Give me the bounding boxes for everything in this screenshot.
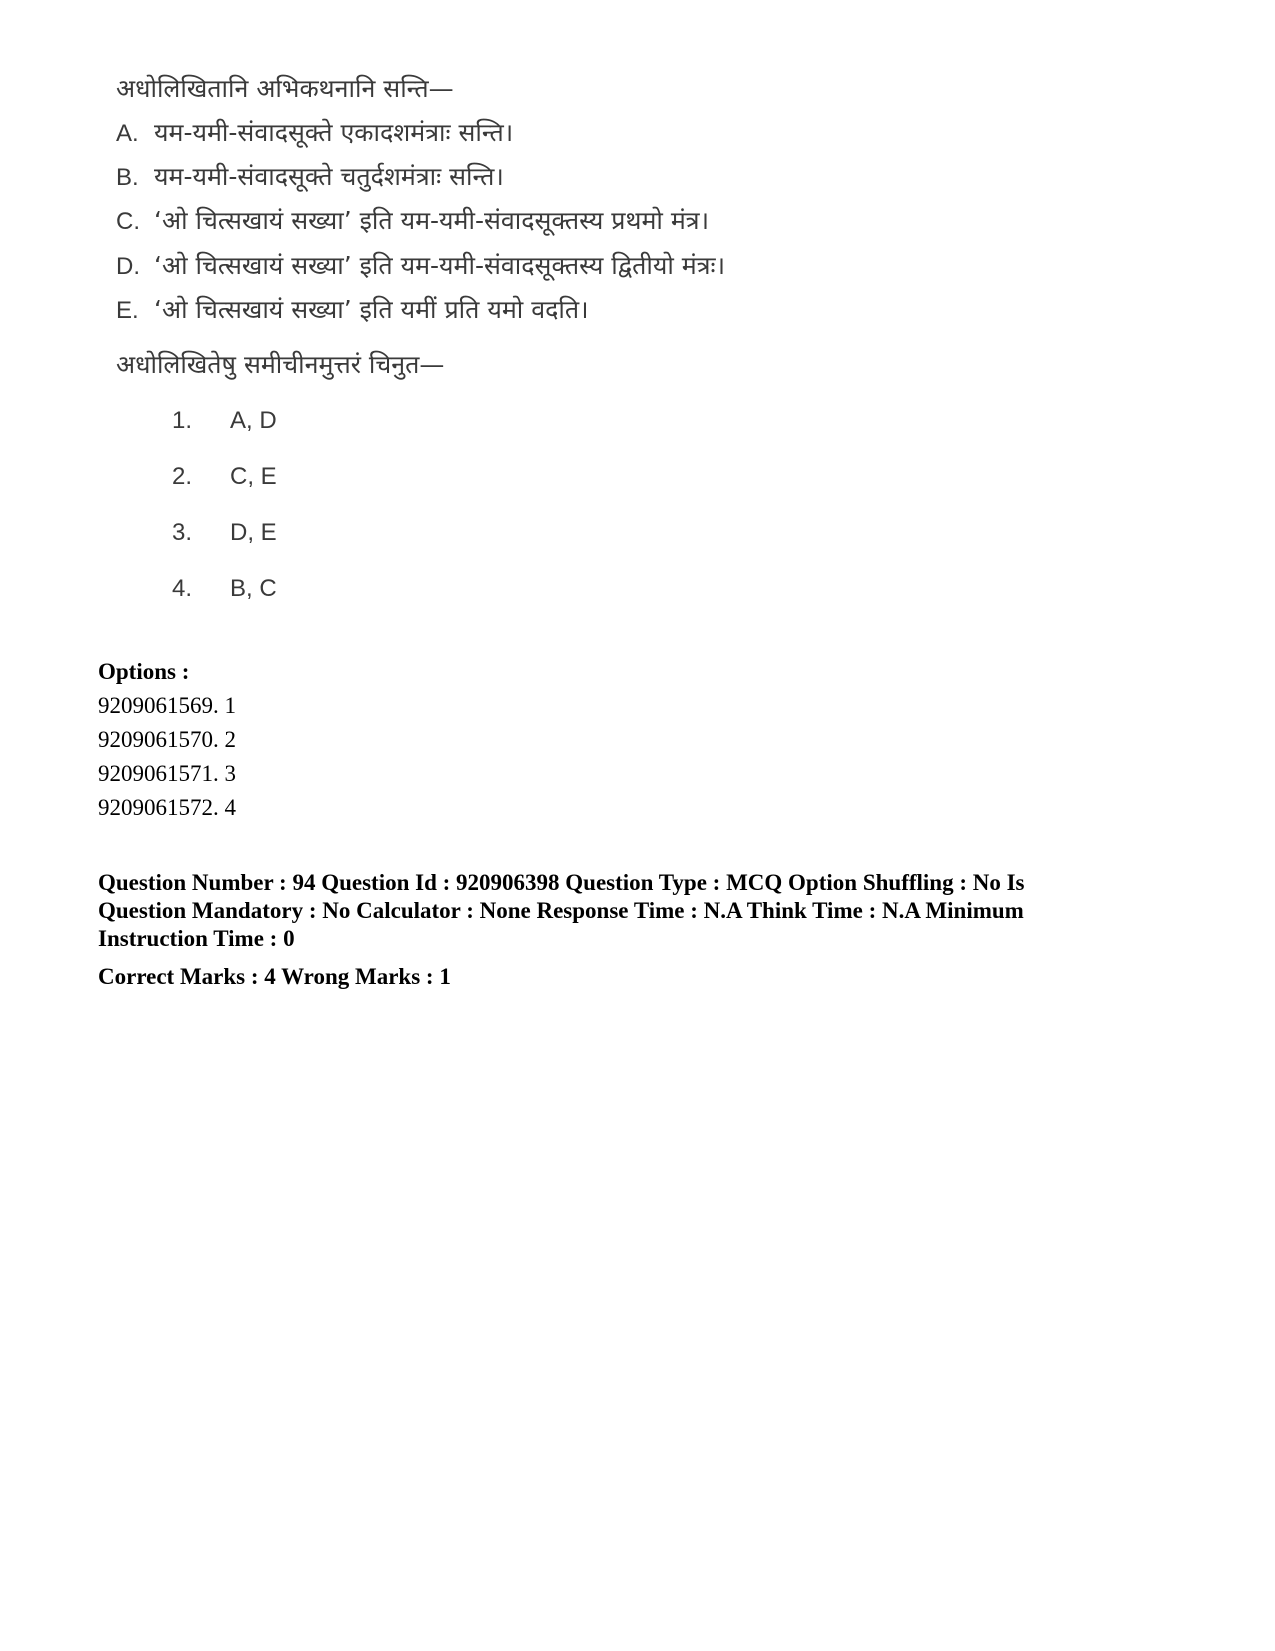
choice-text: B, C [230,575,277,602]
statement-a [116,116,513,151]
statement-letter: D. [116,253,140,280]
statement-text: ‘ओ चित्सखायं सख्या’ इति यम-यमी-संवादसूक्तस्य द्वितीयो मंत्रः। [154,251,726,280]
statement-e [116,293,589,328]
statement-b [116,160,504,195]
choice-2 [172,462,277,492]
options-title: Options : [98,659,190,684]
statement-text: ‘ओ चित्सखायं सख्या’ इति यम-यमी-संवादसूक्तस्य प्रथमो मंत्र। [154,206,710,235]
statement-letter: E. [116,297,139,324]
statement-d [116,249,725,284]
choice-4 [172,574,277,604]
statement-c [116,204,709,239]
question-meta: Question Number : 94 Question Id : 920906398 Question Type : MCQ Option Shuffling : No Is Question Mandatory : No Calculator : None Response Time : N.A Think Time : N.A Minimum Instruction Time : 0 [98,870,1025,951]
choice-text: D, E [230,519,277,546]
statement-text: यम-यमी-संवादसूक्ते चतुर्दशमंत्राः सन्ति। [154,162,504,191]
statement-letter: C. [116,208,140,235]
option-item: 9209061572. 4 [98,795,236,820]
option-item: 9209061571. 3 [98,761,236,786]
choice-1 [172,406,277,436]
option-item: 9209061570. 2 [98,727,236,752]
choice-3 [172,518,277,548]
statement-letter: B. [116,164,139,191]
choice-number: 1. [172,407,193,434]
statement-text: यम-यमी-संवादसूक्ते एकादशमंत्राः सन्ति। [154,118,514,147]
option-item: 9209061569. 1 [98,693,236,718]
statement-text: ‘ओ चित्सखायं सख्या’ इति यमीं प्रति यमो वदति। [154,295,589,324]
choice-number: 2. [172,463,193,490]
question-image [100,60,780,640]
question-prompt: अधोलिखितेषु समीचीनमुत्तरं चिनुत— [116,350,445,379]
question-marks: Correct Marks : 4 Wrong Marks : 1 [98,964,451,989]
question-intro: अधोलिखितानि अभिकथनानि सन्ति— [116,74,454,103]
statement-letter: A. [116,120,139,147]
choice-number: 4. [172,575,193,602]
choice-text: C, E [230,463,277,490]
choice-number: 3. [172,519,193,546]
choice-text: A, D [230,407,277,434]
